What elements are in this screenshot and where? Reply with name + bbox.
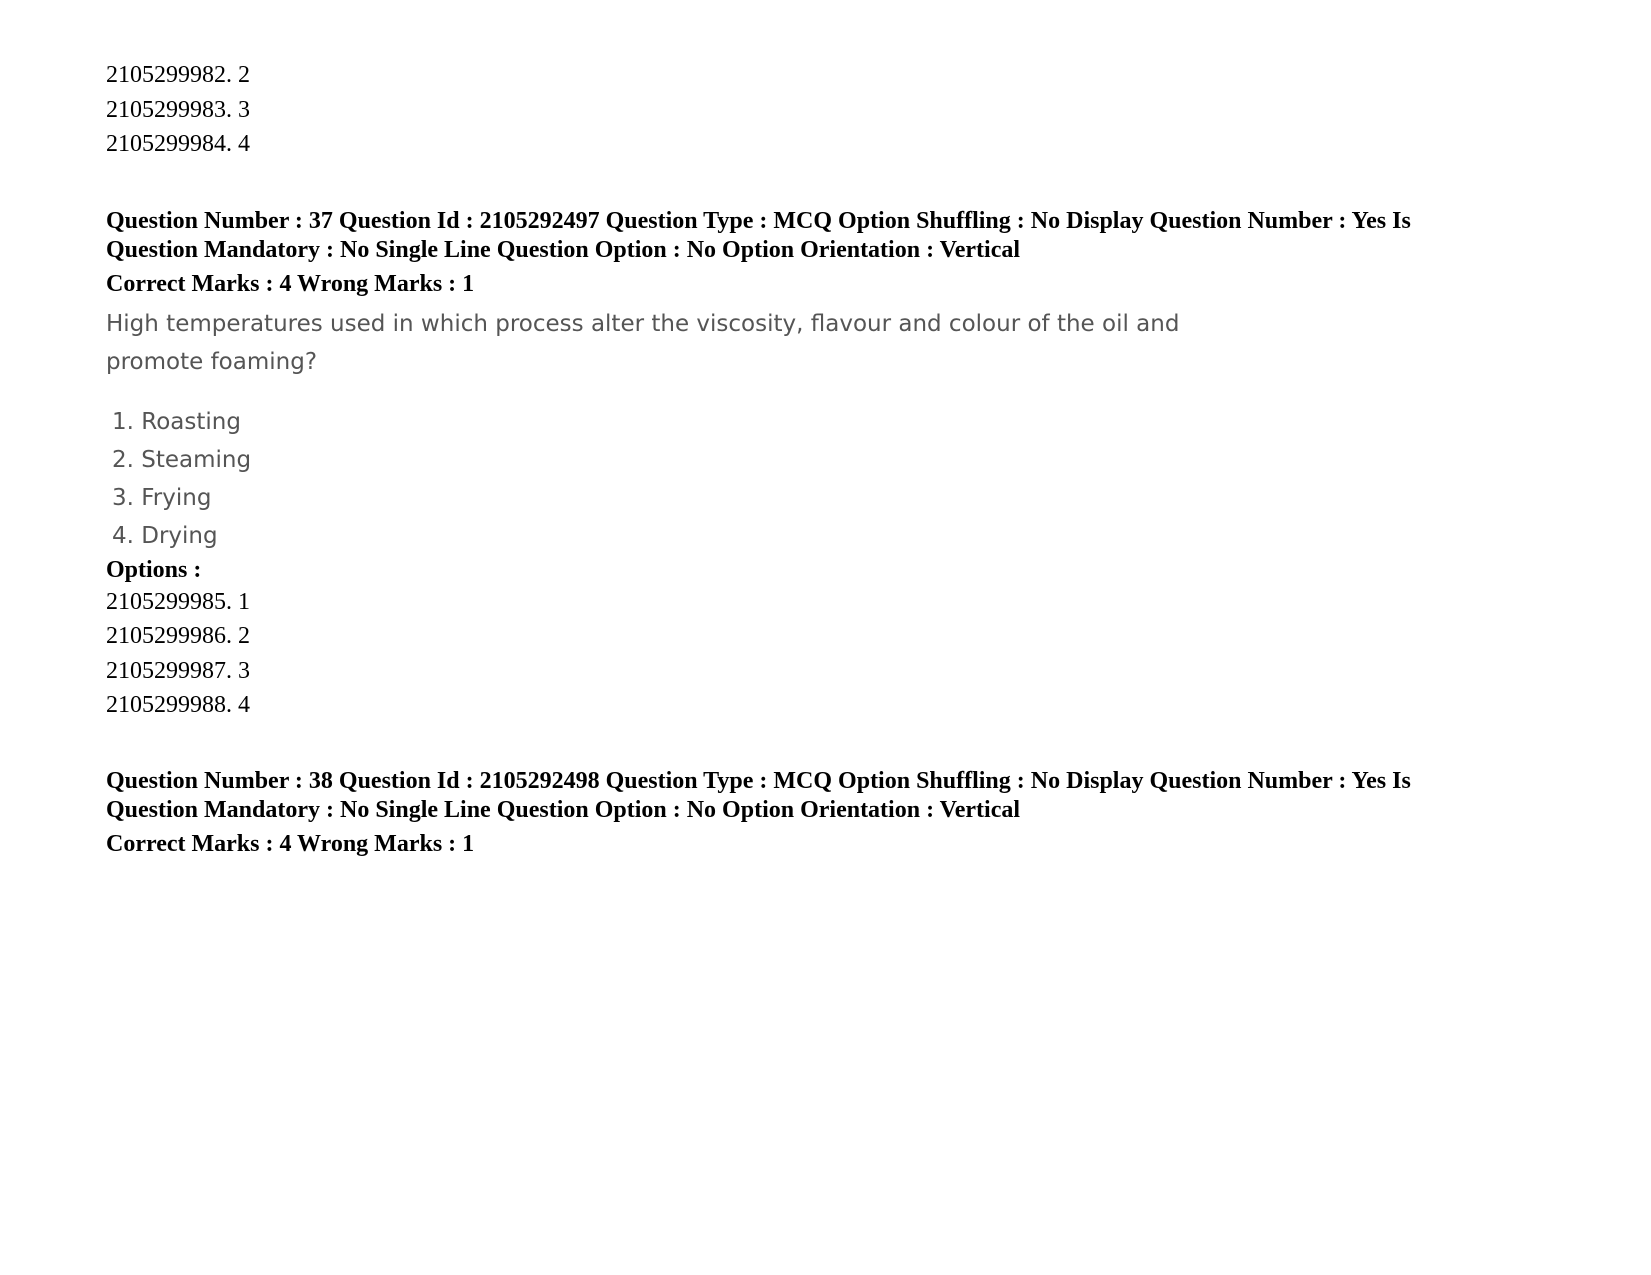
question-meta-line-1: Question Number : 38 Question Id : 2105292498 Question Type : MCQ Option Shuffling : No Display Question Number : Yes Is	[106, 767, 1411, 794]
question-meta-line-2: Question Mandatory : No Single Line Question Option : No Option Orientation : Vertical	[106, 796, 1021, 823]
question-meta-line-2: Question Mandatory : No Single Line Question Option : No Option Orientation : Vertical	[106, 236, 1021, 263]
option-line: 2105299982. 2	[106, 62, 250, 88]
question-block-38	[106, 767, 1546, 859]
option-line: 2105299986. 2	[106, 623, 250, 649]
option-line: 2105299983. 3	[106, 96, 250, 123]
option-line: 2105299984. 4	[106, 131, 250, 157]
question-choice: 1. Roasting	[112, 408, 241, 435]
document-page	[106, 58, 1546, 859]
option-line: 2105299988. 4	[106, 692, 250, 718]
options-list	[106, 585, 1546, 723]
previous-options-list	[106, 58, 1546, 162]
question-text	[106, 305, 1186, 381]
question-choice: 3. Frying	[112, 484, 212, 511]
question-choice: 4. Drying	[112, 522, 218, 549]
question-text-line-1: High temperatures used in which process alter the viscosity, flavour and colour of the oil and	[106, 310, 1180, 337]
options-label: Options :	[106, 556, 202, 583]
option-line: 2105299985. 1	[106, 588, 250, 615]
question-marks: Correct Marks : 4 Wrong Marks : 1	[106, 270, 475, 297]
question-choices	[106, 403, 1546, 555]
question-text-line-2: promote foaming?	[106, 348, 318, 375]
question-block-37	[106, 207, 1546, 723]
question-marks: Correct Marks : 4 Wrong Marks : 1	[106, 830, 475, 857]
question-image	[106, 305, 1546, 555]
question-meta-line-1: Question Number : 37 Question Id : 2105292497 Question Type : MCQ Option Shuffling : No Display Question Number : Yes Is	[106, 207, 1411, 234]
question-choice: 2. Steaming	[112, 446, 252, 473]
option-line: 2105299987. 3	[106, 657, 250, 684]
